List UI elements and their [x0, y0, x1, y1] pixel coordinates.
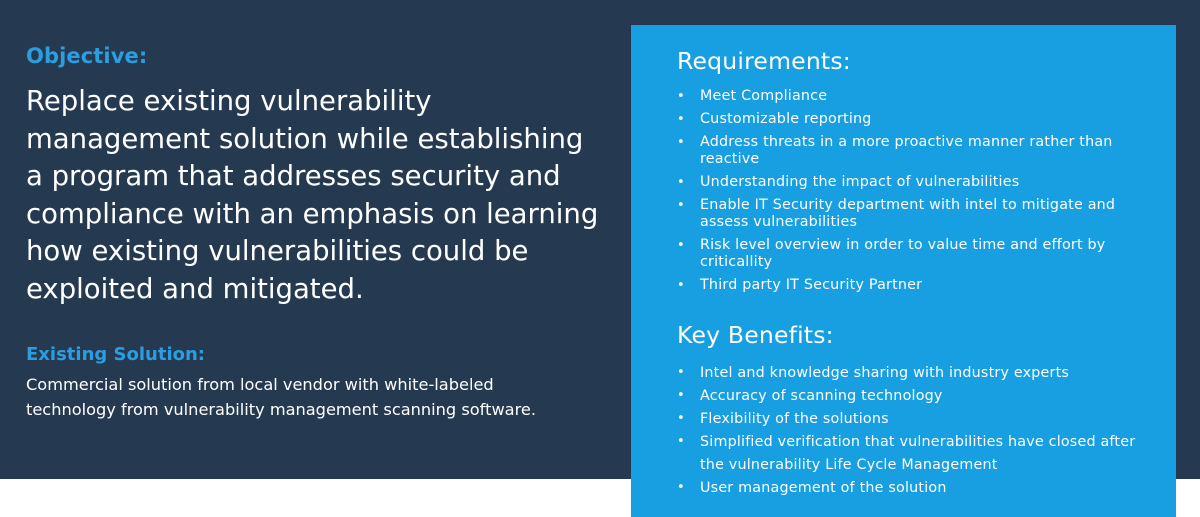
- bullet-icon: •: [677, 198, 685, 213]
- requirement-text: Understanding the impact of vulnerabilities: [700, 174, 1020, 190]
- requirement-item: [677, 174, 1157, 191]
- benefit-text: Simplified verification that vulnerabilities have closed after the vulnerability Life Cycle Management: [700, 434, 1136, 473]
- requirement-text: Enable IT Security department with intel to mitigate and assess vulnerabilities: [700, 197, 1116, 230]
- objective-heading: Objective:: [26, 44, 148, 68]
- bullet-icon: •: [677, 365, 685, 380]
- requirements-heading: Requirements:: [677, 47, 851, 75]
- benefit-item: [677, 431, 1157, 476]
- benefit-text: User management of the solution: [700, 479, 947, 496]
- key-benefits-list: [677, 362, 1157, 500]
- bullet-icon: •: [677, 388, 685, 403]
- requirement-text: Risk level overview in order to value time and effort by criticallity: [700, 237, 1106, 270]
- bullet-icon: •: [677, 175, 685, 190]
- benefit-text: Intel and knowledge sharing with industry experts: [700, 365, 1070, 381]
- bullet-icon: •: [677, 479, 685, 495]
- benefit-text: Flexibility of the solutions: [700, 411, 889, 427]
- requirement-text: Third party IT Security Partner: [700, 277, 923, 293]
- existing-solution-heading: Existing Solution:: [26, 344, 205, 365]
- existing-solution-text: Commercial solution from local vendor with white-labeled technology from vulnerability management scanning software.: [26, 375, 537, 419]
- bullet-icon: •: [677, 112, 685, 127]
- bullet-icon: •: [677, 89, 685, 104]
- benefit-item: [677, 477, 1157, 500]
- bullet-icon: •: [677, 434, 685, 449]
- bullet-icon: •: [677, 238, 685, 253]
- benefit-item: [677, 385, 1157, 408]
- requirement-item: [677, 277, 1157, 294]
- requirement-item: [677, 237, 1157, 271]
- requirement-item: [677, 134, 1157, 168]
- bullet-icon: •: [677, 411, 685, 426]
- objective-text: Replace existing vulnerability management solution while establishing a program that addresses security and compliance with an emphasis on learning how existing vulnerabilities could be exploited and mitigated.: [26, 85, 599, 305]
- requirement-text: Meet Compliance: [700, 88, 828, 104]
- bullet-icon: •: [677, 135, 685, 150]
- requirement-item: [677, 111, 1157, 128]
- benefit-item: [677, 408, 1157, 431]
- benefit-text: Accuracy of scanning technology: [700, 388, 943, 404]
- requirements-list: [677, 88, 1157, 300]
- key-benefits-heading: Key Benefits:: [677, 321, 834, 349]
- requirement-text: Customizable reporting: [700, 111, 872, 127]
- requirement-item: [677, 197, 1157, 231]
- requirement-item: [677, 88, 1157, 105]
- requirement-text: Address threats in a more proactive manner rather than reactive: [700, 134, 1113, 167]
- requirements-benefits-card: [631, 25, 1176, 517]
- bullet-icon: •: [677, 278, 685, 293]
- benefit-item: [677, 362, 1157, 385]
